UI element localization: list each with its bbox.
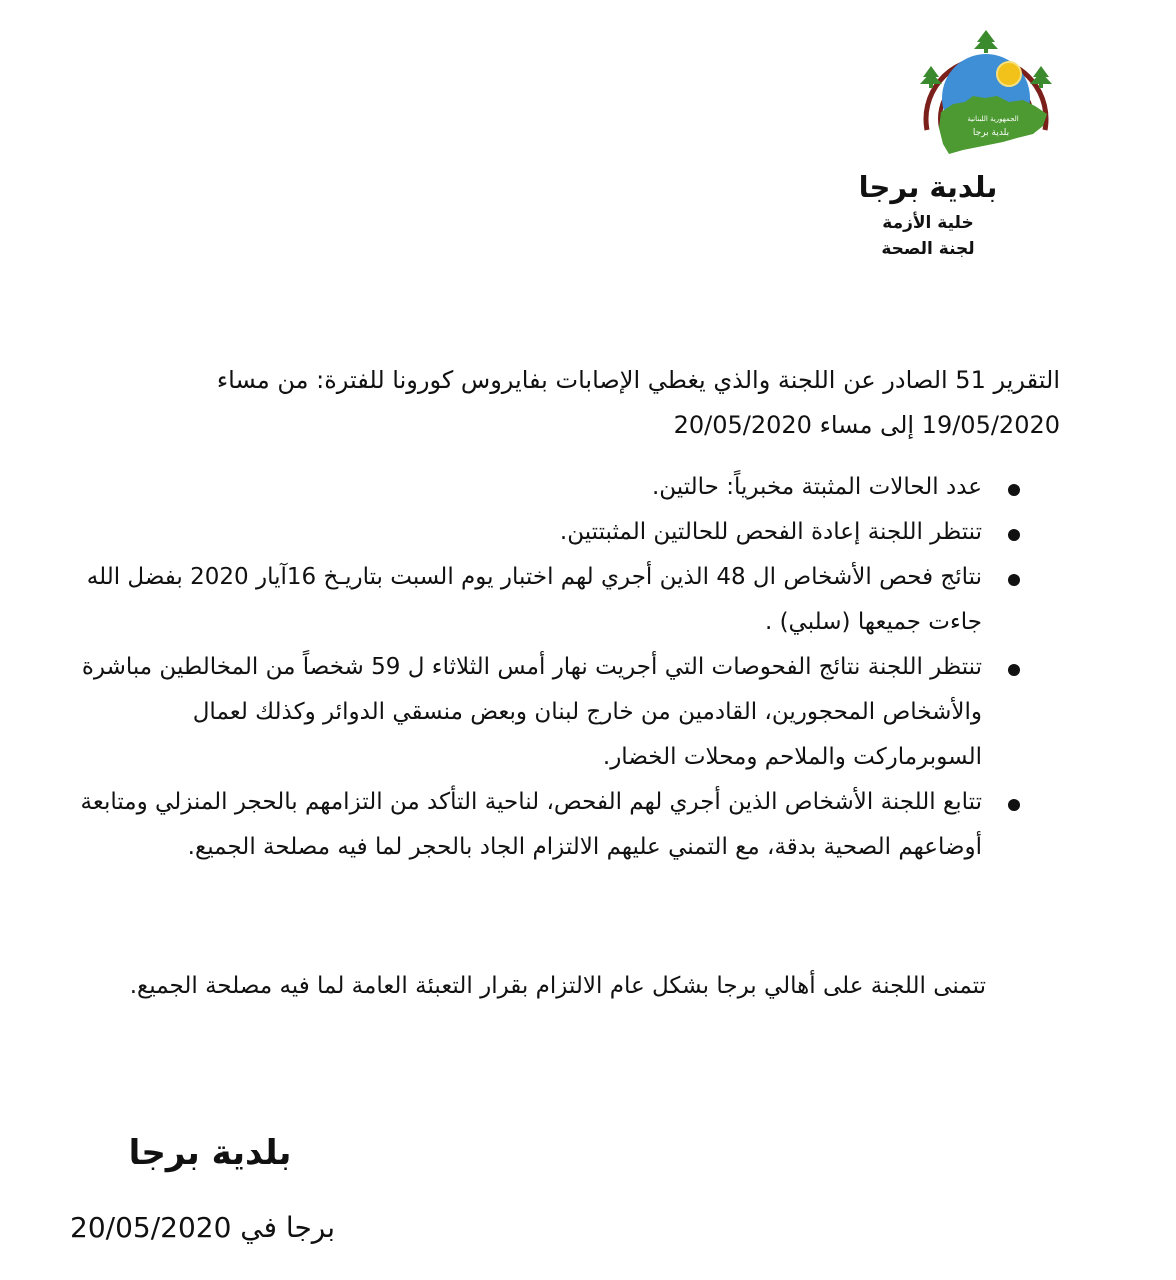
bullet-dot-icon	[1008, 799, 1020, 811]
signature-date: برجا في 20/05/2020	[70, 1211, 335, 1244]
bullet-item	[70, 780, 982, 870]
header-subtitle: خلية الأزمة	[882, 213, 974, 233]
logo-text-bottom: بلدية برجا	[972, 128, 1010, 138]
bullet-text: نتائج فحص الأشخاص ال 48 الذين أجري لهم اختبار يوم السبت بتاريـخ 16آيار 2020 بفضل الله جاءت جميعها (سلبي) .	[86, 564, 982, 635]
document-header	[818, 165, 1038, 261]
report-intro: التقرير 51 الصادر عن اللجنة والذي يغطي الإصابات بفايروس كورونا للفترة: من مساء 19/05/2020 إلى مساء 20/05/2020	[216, 366, 1060, 439]
municipality-logo	[913, 22, 1059, 158]
bullet-dot-icon	[1008, 574, 1020, 586]
bullet-text: تتابع اللجنة الأشخاص الذين أجري لهم الفحص، لناحية التأكد من التزامهم بالحجر المنزلي ومتابعة أوضاعهم الصحية بدقة، مع التمني عليهم الالتزام الجاد بالحجر لما فيه مصلحة الجميع.	[80, 789, 982, 860]
signature-title: بلدية برجا	[128, 1133, 292, 1173]
bullet-item	[70, 645, 982, 780]
bullet-text: تنتظر اللجنة إعادة الفحص للحالتين المثبتتين.	[559, 519, 982, 545]
bullet-item	[70, 465, 982, 510]
bullet-item	[70, 555, 982, 645]
bullet-dot-icon	[1008, 664, 1020, 676]
sun-icon	[997, 62, 1021, 86]
closing-paragraph: تتمنى اللجنة على أهالي برجا بشكل عام الالتزام بقرار التعبئة العامة لما فيه مصلحة الجميع.	[129, 973, 986, 999]
bullet-text: تنتظر اللجنة نتائج الفحوصات التي أجريت نهار أمس الثلاثاء ل 59 شخصاً من المخالطين مباشرة والأشخاص المحجورين، القادمين من خارج لبنان وبعض منسقي الدوائر وكذلك لعمال السوبرماركت والملاحم ومحلات الخضار.	[81, 654, 982, 770]
land-shape	[939, 96, 1047, 154]
header-title: بلدية برجا	[858, 170, 998, 204]
header-subtitle-2: لجنة الصحة	[881, 239, 975, 259]
barja-seal-icon	[913, 22, 1059, 158]
logo-text-top: الجمهورية اللبنانية	[967, 115, 1019, 123]
bullet-item	[70, 510, 982, 555]
bullet-text: عدد الحالات المثبتة مخبرياً: حالتين.	[651, 474, 982, 500]
bullet-dot-icon	[1008, 484, 1020, 496]
report-bullet-list	[70, 465, 1026, 870]
cedar-top-icon	[974, 30, 998, 53]
bullet-dot-icon	[1008, 529, 1020, 541]
